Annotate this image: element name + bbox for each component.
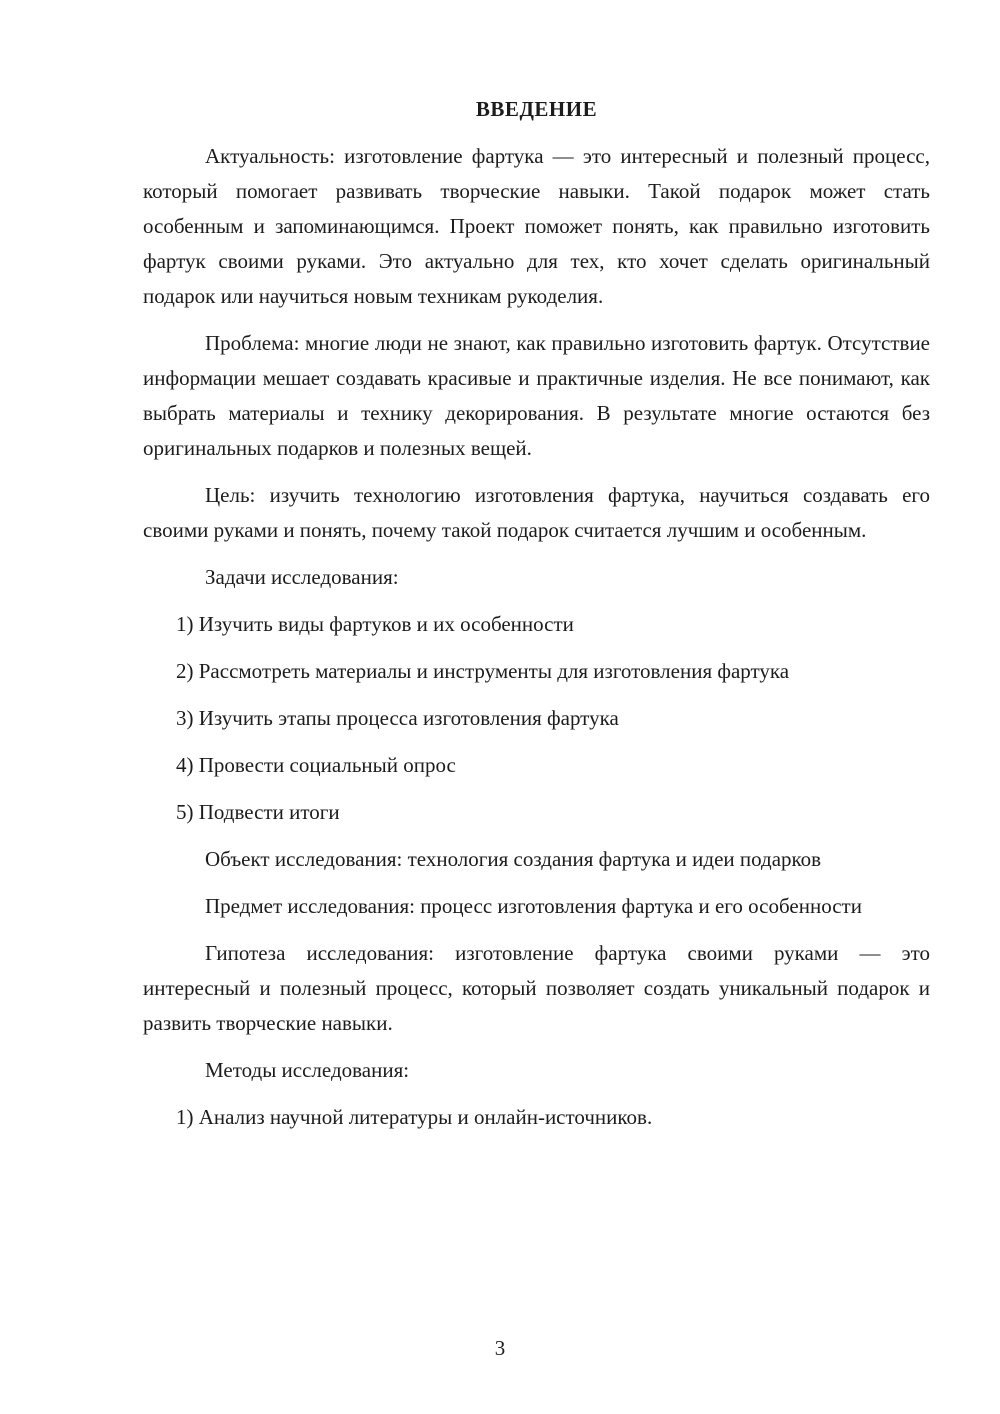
paragraph-problem: Проблема: многие люди не знают, как правильно изготовить фартук. Отсутствие информации мешает создавать красивые и практичные изделия. Не все понимают, как выбрать материалы и технику декорирования. В результате многие остаются без оригинальных подарков и полезных вещей.: [143, 331, 930, 460]
paragraph-object: Объект исследования: технология создания фартука и идеи подарков: [205, 847, 822, 871]
method-item-1: 1) Анализ научной литературы и онлайн-источников.: [176, 1105, 653, 1129]
page-title: ВВЕДЕНИЕ: [475, 97, 598, 121]
tasks-list: [143, 607, 930, 830]
task-item-3: 3) Изучить этапы процесса изготовления фартука: [176, 706, 619, 730]
paragraph-goal: Цель: изучить технологию изготовления фартука, научиться создавать его своими руками и понять, почему такой подарок считается лучшим и особенным.: [143, 483, 930, 542]
task-item-1: 1) Изучить виды фартуков и их особенности: [176, 612, 574, 636]
paragraph-hypothesis: Гипотеза исследования: изготовление фартука своими руками — это интересный и полезный процесс, который позволяет создать уникальный подарок и развить творческие навыки.: [143, 941, 930, 1035]
task-item-5: 5) Подвести итоги: [176, 800, 340, 824]
methods-list: [143, 1100, 930, 1135]
paragraph-subject: Предмет исследования: процесс изготовления фартука и его особенности: [205, 894, 862, 918]
paragraph-relevance: Актуальность: изготовление фартука — это интересный и полезный процесс, который помогает развивать творческие навыки. Такой подарок может стать особенным и запоминающимся. Проект поможет понять, как правильно изготовить фартук своими руками. Это актуально для тех, кто хочет сделать оригинальный подарок или научиться новым техникам рукоделия.: [143, 144, 930, 308]
task-item-4: 4) Провести социальный опрос: [176, 753, 456, 777]
page-number: 3: [494, 1336, 506, 1360]
methods-heading: Методы исследования:: [205, 1058, 410, 1082]
task-item-2: 2) Рассмотреть материалы и инструменты для изготовления фартука: [176, 659, 790, 683]
tasks-heading: Задачи исследования:: [205, 565, 399, 589]
